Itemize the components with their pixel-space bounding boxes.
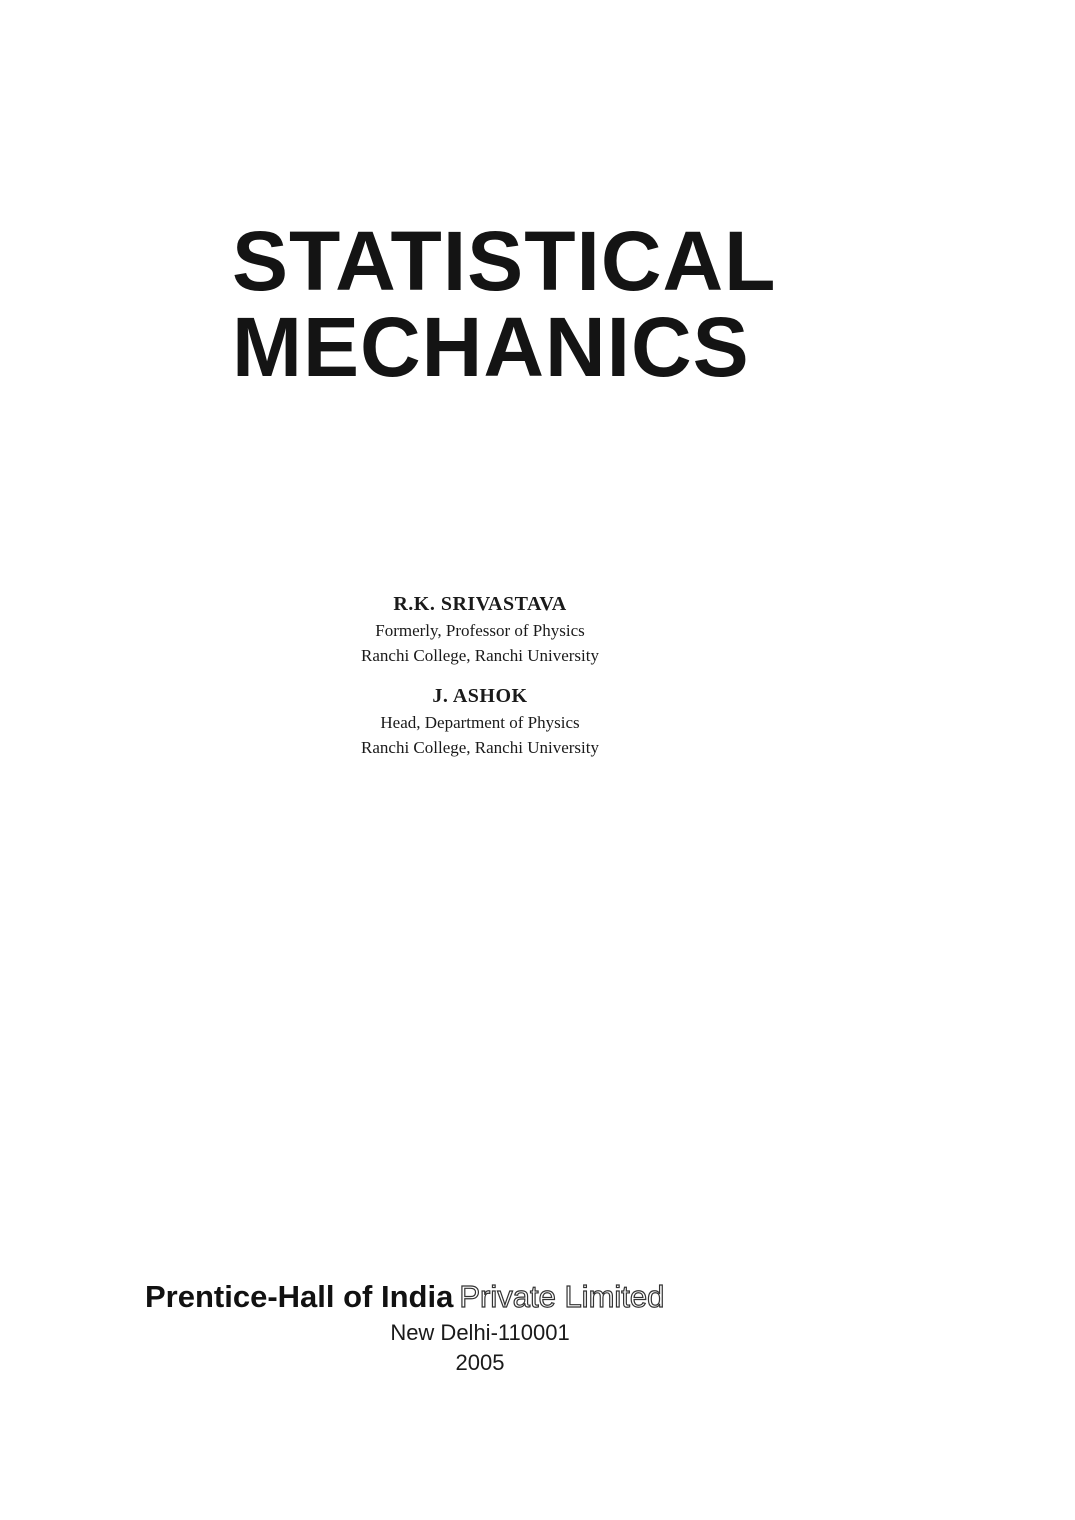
authors-block [270, 590, 690, 760]
title-line-2: MECHANICS [232, 300, 750, 394]
author-1-name: R.K. SRIVASTAVA [393, 593, 567, 615]
publisher-name [145, 1278, 664, 1316]
author-2-affiliation-line-2: Ranchi College, Ranchi University [361, 738, 599, 757]
author-2 [270, 682, 690, 760]
publication-year: 2005 [455, 1350, 505, 1375]
author-1-affiliation-line-1: Formerly, Professor of Physics [375, 621, 585, 640]
publisher-city: New Delhi-110001 [390, 1320, 570, 1345]
author-2-affiliation-line-1: Head, Department of Physics [380, 713, 580, 732]
book-title [232, 214, 852, 394]
publisher-name-bold: Prentice-Hall of India [145, 1279, 454, 1314]
author-1 [270, 590, 690, 668]
author-1-affiliation-line-2: Ranchi College, Ranchi University [361, 646, 599, 665]
title-line-1: STATISTICAL [232, 214, 777, 308]
author-2-name: J. ASHOK [432, 685, 528, 707]
imprint-block [330, 1318, 630, 1378]
publisher-name-outline: Private Limited [459, 1279, 665, 1314]
